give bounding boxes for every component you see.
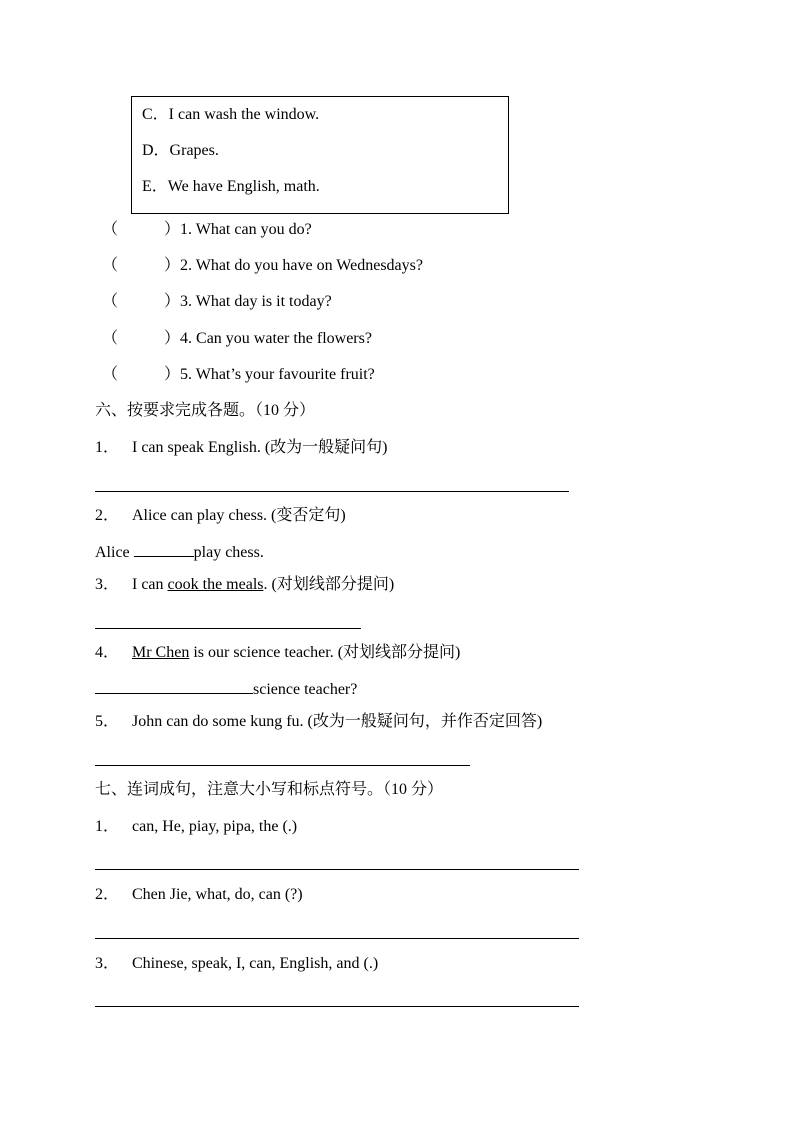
answer-line[interactable]: [95, 938, 579, 939]
option-c: C．I can wash the window.: [142, 106, 320, 123]
s6-q1: [95, 438, 388, 458]
s7-item: [95, 954, 378, 974]
answer-paren-close: ）: [164, 366, 181, 383]
question-text: can, He, piay, pipa, the (.): [132, 818, 298, 835]
s7-item: [95, 817, 297, 837]
question-text-post: is our science teacher. (对划线部分提问): [189, 644, 461, 661]
question-text: 1. What can you do?: [180, 221, 312, 238]
question-number: 5．: [95, 713, 120, 730]
answer-end: science teacher?: [253, 681, 358, 698]
s6-q4-answer: [95, 678, 357, 700]
answer-paren-close: ）: [164, 330, 181, 347]
question-text: Alice can play chess. (变否定句): [132, 507, 346, 524]
question-number: 1．: [95, 818, 120, 835]
question-text: 2. What do you have on Wednesdays?: [180, 257, 423, 274]
answer-start: Alice: [95, 544, 134, 561]
question-text: Chinese, speak, I, can, English, and (.): [132, 955, 379, 972]
question-number: 3．: [95, 955, 120, 972]
s6-q2: [95, 506, 346, 526]
options-box: [131, 96, 509, 214]
answer-paren-close: ）: [164, 293, 181, 310]
underlined-phrase: Mr Chen: [132, 644, 190, 661]
option-e: E．We have English, math.: [142, 178, 320, 195]
s6-q3: [95, 575, 394, 595]
section-7-heading: 七、连词成句，注意大小写和标点符号。（10 分）: [95, 781, 444, 798]
answer-end: play chess.: [193, 544, 264, 561]
answer-line[interactable]: [95, 628, 361, 629]
question-number: 2．: [95, 507, 120, 524]
s6-q4: [95, 643, 460, 663]
answer-line[interactable]: [95, 1006, 579, 1007]
question-text: Chen Jie, what, do, can (?): [132, 886, 303, 903]
question-number: 3．: [95, 576, 120, 593]
answer-paren-open[interactable]: （: [102, 330, 119, 347]
answer-paren-open[interactable]: （: [102, 257, 119, 274]
question-text: John can do some kung fu. (改为一般疑问句，并作否定回答): [132, 713, 543, 730]
question-text: 3. What day is it today?: [180, 293, 332, 310]
match-question: [102, 329, 372, 349]
answer-line[interactable]: [95, 765, 470, 766]
answer-paren-open[interactable]: （: [102, 366, 119, 383]
answer-paren-open[interactable]: （: [102, 293, 119, 310]
answer-line[interactable]: [95, 869, 579, 870]
match-question: [102, 292, 332, 312]
question-text: 5. What’s your favourite fruit?: [180, 366, 375, 383]
answer-blank[interactable]: [134, 541, 194, 557]
question-text-post: . (对划线部分提问): [263, 576, 395, 593]
s6-q5: [95, 712, 542, 732]
question-number: 2．: [95, 886, 120, 903]
answer-paren-close: ）: [164, 221, 181, 238]
question-text-pre: I can: [132, 576, 168, 593]
s7-item: [95, 885, 303, 905]
match-question: [102, 220, 312, 240]
answer-line[interactable]: [95, 491, 569, 492]
question-number: 4．: [95, 644, 120, 661]
question-text: 4. Can you water the flowers?: [180, 330, 372, 347]
section-6-heading: 六、按要求完成各题。（10 分）: [95, 402, 316, 419]
answer-paren-close: ）: [164, 257, 181, 274]
underlined-phrase: cook the meals: [167, 576, 264, 593]
answer-paren-open[interactable]: （: [102, 221, 119, 238]
match-question: [102, 256, 423, 276]
s6-q2-answer: [95, 541, 264, 563]
question-number: 1．: [95, 439, 120, 456]
answer-blank[interactable]: [95, 678, 253, 694]
question-text: I can speak English. (改为一般疑问句): [132, 439, 388, 456]
option-d: D．Grapes.: [142, 142, 219, 159]
match-question: [102, 365, 375, 385]
